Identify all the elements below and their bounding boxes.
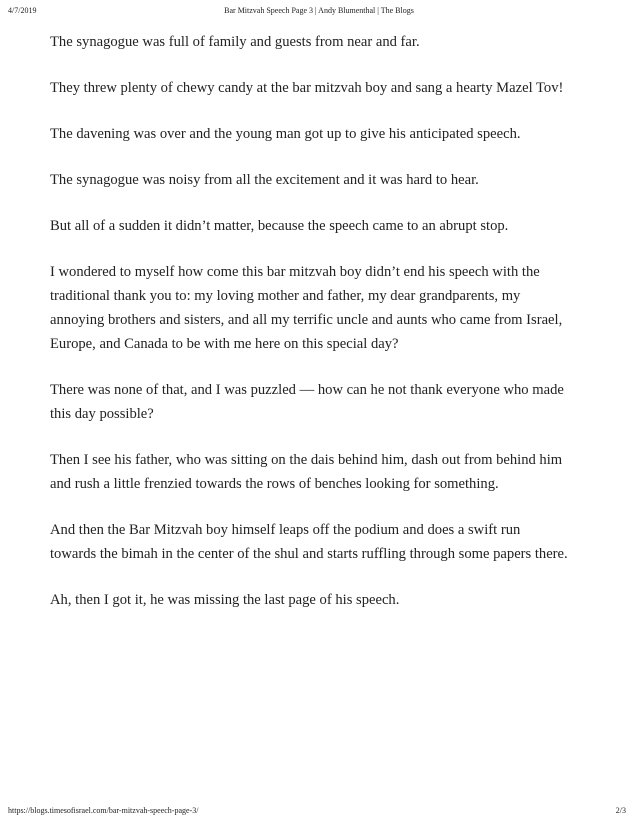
print-footer xyxy=(0,806,638,818)
print-header xyxy=(0,6,638,18)
paragraph: Ah, then I got it, he was missing the last page of his speech. xyxy=(50,592,400,608)
print-page-title: Bar Mitzvah Speech Page 3 | Andy Blumenthal | The Blogs xyxy=(224,6,414,15)
paragraph: I wondered to myself how come this bar mitzvah boy didn’t end his speech with the traditional thank you to: my loving mother and father, my dear grandparents, my annoying brothers and sisters, and all my terrific uncle and aunts who came from Israel, Europe, and Canada to be with me here on this special day? xyxy=(50,264,563,352)
paragraph: And then the Bar Mitzvah boy himself leaps off the podium and does a swift run towards the bimah in the center of the shul and starts ruffling through some papers there. xyxy=(50,522,568,562)
paragraph: The synagogue was full of family and guests from near and far. xyxy=(50,34,420,50)
print-url: https://blogs.timesofisrael.com/bar-mitzvah-speech-page-3/ xyxy=(8,806,199,815)
paragraph: The synagogue was noisy from all the excitement and it was hard to hear. xyxy=(50,172,479,188)
paragraph: They threw plenty of chewy candy at the bar mitzvah boy and sang a hearty Mazel Tov! xyxy=(50,80,564,96)
paragraph: Then I see his father, who was sitting on the dais behind him, dash out from behind him and rush a little frenzied towards the rows of benches looking for something. xyxy=(50,452,563,492)
page-number: 2/3 xyxy=(615,806,626,815)
paragraph: There was none of that, and I was puzzled — how can he not thank everyone who made this day possible? xyxy=(50,382,564,422)
article-body xyxy=(50,30,570,634)
paragraph: The davening was over and the young man got up to give his anticipated speech. xyxy=(50,126,521,142)
print-date: 4/7/2019 xyxy=(8,6,37,15)
paragraph: But all of a sudden it didn’t matter, because the speech came to an abrupt stop. xyxy=(50,218,509,234)
